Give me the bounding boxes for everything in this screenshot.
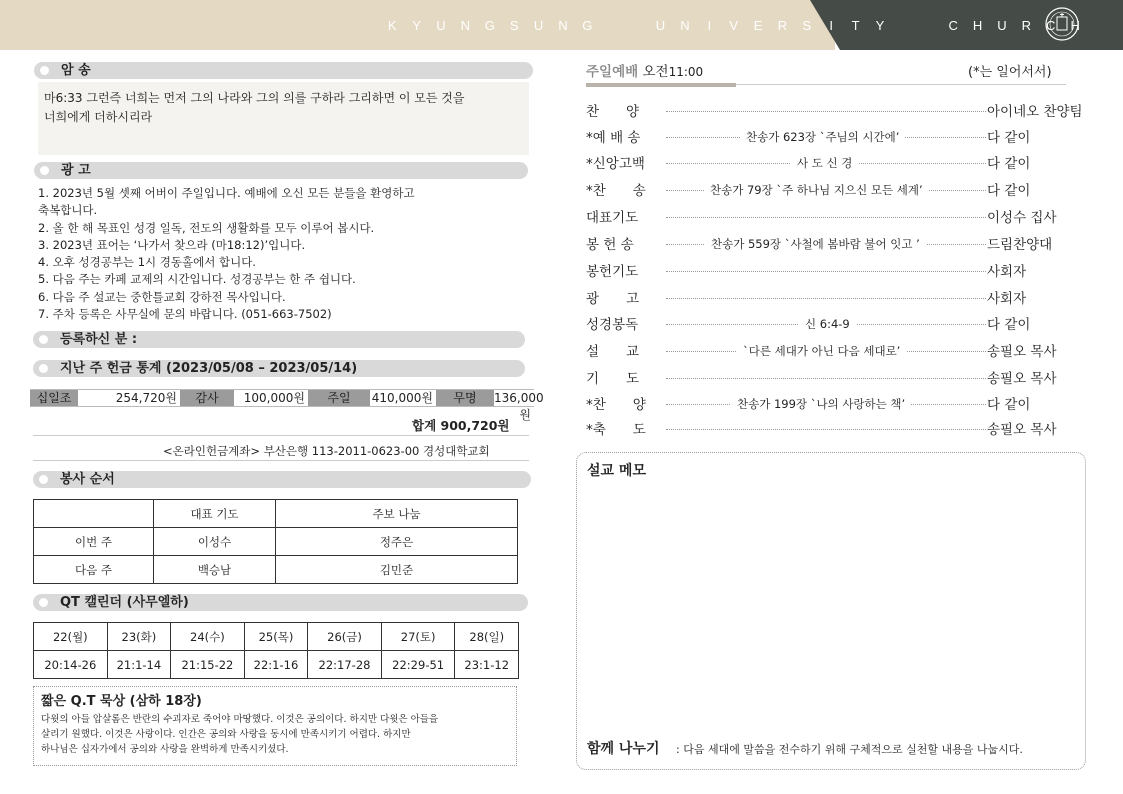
- notice-item: 4. 오후 성경공부는 1시 경동홀에서 합니다.: [38, 255, 256, 270]
- brand-letter: N: [460, 18, 471, 33]
- order-leader: 송필오 목사: [987, 422, 1057, 438]
- order-leader: 송필오 목사: [987, 371, 1057, 387]
- order-detail: 찬송가 79장 `주 하나님 지으신 모든 세계’: [704, 182, 929, 198]
- brand-letter: U: [533, 18, 544, 33]
- notice-list: [38, 185, 528, 323]
- worship-title-main: 주일예배: [586, 64, 639, 80]
- meditation-box: [33, 686, 517, 766]
- leader-dots: [666, 217, 986, 218]
- bullet-icon: [40, 166, 49, 175]
- meditation-line: 하나님은 십자가에서 공의와 사랑을 완벽하게 만족시키셨다.: [41, 744, 289, 755]
- qt-day: 23(화): [107, 623, 170, 651]
- table-cell: 이번 주: [34, 528, 154, 556]
- order-detail: 찬송가 199장 `나의 사랑하는 책’: [731, 396, 911, 412]
- online-offering-account: <온라인헌금계좌> 부산은행 113-2011-0623-00 경성대학교회: [163, 444, 490, 458]
- notice-item: 2. 올 한 해 목표인 성경 일독, 전도의 생활화를 모두 이루어 봅시다.: [38, 220, 375, 235]
- service-title: 봉사 순서: [60, 472, 115, 487]
- offering-value: 136,000원: [494, 391, 544, 422]
- order-label: *축 도: [586, 422, 646, 438]
- worship-order-row: [586, 152, 1106, 174]
- order-label: 설 교: [586, 344, 640, 360]
- worship-order-row: [586, 100, 1106, 122]
- notice-section-header: [34, 162, 528, 179]
- qt-passage: 20:14-26: [34, 651, 108, 679]
- share-title: 함께 나누기: [587, 741, 660, 757]
- order-label: 대표기도: [586, 210, 639, 226]
- brand-letter: Y: [412, 18, 421, 33]
- leader-dots: [666, 429, 986, 430]
- order-label: *예 배 송: [586, 130, 641, 146]
- bullet-icon: [39, 364, 48, 373]
- brand-letter: N: [680, 18, 690, 33]
- order-detail: 찬송가 623장 `주님의 시간에’: [740, 129, 905, 145]
- offering-value: 100,000원: [243, 391, 305, 405]
- offering-value: 254,720원: [115, 391, 177, 405]
- meditation-line: 살리기 원했다. 이것은 사랑이다. 인간은 공의와 사랑을 동시에 만족시키기 어렵다. 하지만: [41, 729, 411, 740]
- order-leader: 다 같이: [987, 130, 1031, 146]
- table-header-cell: 대표 기도: [154, 500, 276, 528]
- memory-title: 암 송: [61, 63, 91, 78]
- order-leader: 아이네오 찬양팀: [987, 104, 1083, 120]
- brand-letter: T: [851, 18, 860, 33]
- brand-letter: G: [484, 18, 495, 33]
- brand-letter: C: [948, 18, 958, 33]
- qt-title: QT 캘린더 (사무엘하): [60, 595, 189, 610]
- order-leader: 다 같이: [987, 317, 1031, 333]
- qt-passage: 21:1-14: [107, 651, 170, 679]
- brand-letter: I: [707, 18, 712, 33]
- table-row: [34, 651, 519, 679]
- worship-order-row: [586, 233, 1106, 255]
- table-header-cell: [34, 500, 154, 528]
- brand-letter: U: [436, 18, 446, 33]
- memory-section-header: [34, 62, 533, 79]
- worship-order-row: [586, 367, 1106, 389]
- offering-title: 지난 주 헌금 통계 (2023/05/08 – 2023/05/14): [60, 361, 358, 376]
- bullet-icon: [39, 335, 48, 344]
- order-label: 봉헌기도: [586, 264, 639, 280]
- offering-label: 주일: [308, 390, 370, 406]
- brand-letter: V: [729, 18, 738, 33]
- order-leader: 다 같이: [987, 183, 1031, 199]
- brand-letter: K: [387, 18, 397, 33]
- leader-dots: [666, 298, 986, 299]
- brand-letter: R: [1021, 18, 1032, 33]
- table-row: [34, 500, 518, 528]
- order-label: *찬 송: [586, 183, 646, 199]
- order-label: 성경봉독: [586, 317, 639, 333]
- qt-passage: 21:15-22: [171, 651, 245, 679]
- title-underline: [586, 83, 736, 87]
- table-row: [34, 528, 518, 556]
- offering-label: 십일조: [30, 390, 78, 406]
- order-label: 광 고: [586, 291, 640, 307]
- table-cell: 정주은: [276, 528, 518, 556]
- leader-dots: [666, 378, 986, 379]
- worship-order-row: [586, 287, 1106, 309]
- table-row: [34, 623, 519, 651]
- worship-order-row: [586, 313, 1106, 335]
- brand-letter: G: [582, 18, 593, 33]
- memory-verse-box: [38, 82, 529, 155]
- notice-item: 7. 주차 등록은 사무실에 문의 바랍니다. (051-663-7502): [38, 307, 332, 322]
- brand-letter: I: [829, 18, 834, 33]
- worship-order-row: [586, 179, 1106, 201]
- order-label: *신앙고백: [586, 156, 645, 172]
- order-label: 기 도: [586, 371, 640, 387]
- divider: [736, 84, 1066, 85]
- memo-title: 설교 메모: [587, 463, 646, 479]
- table-cell: 백승남: [154, 556, 276, 584]
- qt-calendar-table: [33, 622, 519, 679]
- brand-letter: N: [558, 18, 568, 33]
- offering-row: [30, 389, 544, 422]
- order-label: *찬 양: [586, 397, 646, 413]
- qt-day: 22(월): [34, 623, 108, 651]
- standing-note: (*는 일어서서): [968, 65, 1052, 80]
- order-leader: 송필오 목사: [987, 344, 1057, 360]
- brand-letter: E: [753, 18, 763, 33]
- service-table: [33, 499, 518, 584]
- worship-order-row: [586, 126, 1106, 148]
- notice-item: 6. 다음 주 설교는 중한틀교회 강하전 목사입니다.: [38, 289, 286, 304]
- qt-day: 24(수): [171, 623, 245, 651]
- qt-passage: 23:1-12: [455, 651, 519, 679]
- qt-day: 27(토): [381, 623, 455, 651]
- qt-section-header: [33, 594, 528, 611]
- worship-order-row: [586, 340, 1106, 362]
- offering-label: 감사: [180, 390, 234, 406]
- order-detail: `다른 세대가 아닌 다음 세대로’: [737, 343, 906, 359]
- leader-dots: [666, 271, 986, 272]
- brand-letter: Y: [875, 18, 885, 33]
- brand-title: [380, 18, 1080, 34]
- brand-letter: C: [1046, 18, 1056, 33]
- share-text: : 다음 세대에 말씀을 전수하기 위해 구체적으로 실천할 내용을 나눕시다.: [676, 743, 1023, 756]
- service-section-header: [33, 471, 531, 488]
- church-seal-icon: [1044, 6, 1080, 42]
- memory-text-line: 너희에게 더하시리라: [44, 110, 153, 124]
- brand-letter: R: [777, 18, 788, 33]
- table-header-cell: 주보 나눔: [276, 500, 518, 528]
- bullet-icon: [39, 475, 48, 484]
- meditation-title: 짧은 Q.T 묵상 (삼하 18장): [41, 694, 202, 709]
- sermon-memo-box: [576, 452, 1086, 770]
- registered-title: 등록하신 분 :: [60, 332, 138, 347]
- order-leader: 이성수 집사: [987, 210, 1057, 226]
- meditation-line: 다윗의 아들 압살롬은 반란의 수괴자로 죽어야 마땅했다. 이것은 공의이다. 하지만 다윗은 아들을: [41, 714, 439, 725]
- offering-label: 무명: [436, 390, 494, 406]
- order-leader: 사회자: [987, 264, 1027, 280]
- table-cell: 이성수: [154, 528, 276, 556]
- worship-time: 11:00: [668, 65, 704, 79]
- brand-letter: U: [655, 18, 666, 33]
- bullet-icon: [39, 598, 48, 607]
- order-label: 찬 양: [586, 104, 640, 120]
- offering-value: 410,000원: [371, 391, 433, 405]
- qt-passage: 22:29-51: [381, 651, 455, 679]
- order-label: 봉 헌 송: [586, 237, 634, 253]
- table-cell: 다음 주: [34, 556, 154, 584]
- leader-dots: [666, 111, 986, 112]
- brand-letter: S: [802, 18, 812, 33]
- order-leader: 드림찬양대: [987, 237, 1053, 253]
- order-detail: 찬송가 559장 `사철에 봄바람 불어 잇고 ’: [705, 236, 926, 252]
- offering-section-header: [33, 360, 525, 377]
- table-cell: 김민준: [276, 556, 518, 584]
- qt-day: 26(금): [308, 623, 382, 651]
- qt-day: 25(목): [244, 623, 307, 651]
- notice-item: 5. 다음 주는 카페 교제의 시간입니다. 성경공부는 한 주 쉽니다.: [38, 272, 356, 287]
- qt-passage: 22:17-28: [308, 651, 382, 679]
- qt-day: 28(일): [455, 623, 519, 651]
- worship-order-row: [586, 206, 1106, 228]
- offering-total: 합계 900,720원: [412, 418, 510, 433]
- order-detail: 사 도 신 경: [791, 155, 858, 171]
- brand-letter: U: [997, 18, 1007, 33]
- brand-letter: H: [972, 18, 983, 33]
- order-detail: 신 6:4-9: [799, 316, 856, 332]
- order-leader: 사회자: [987, 291, 1027, 307]
- notice-title: 광 고: [61, 163, 91, 178]
- worship-title-sub: 오전: [642, 64, 669, 80]
- notice-item: 축복합니다.: [38, 203, 98, 218]
- worship-order-row: [586, 393, 1106, 415]
- meditation-body: [41, 712, 509, 757]
- notice-item: 3. 2023년 표어는 ‘나가서 찾으라 (마18:12)’입니다.: [38, 237, 306, 252]
- qt-passage: 22:1-16: [244, 651, 307, 679]
- memory-text-line: 마6:33 그런즉 너희는 먼저 그의 나라와 그의 의를 구하라 그리하면 이 모든 것을: [44, 91, 465, 105]
- registered-section-header: [33, 331, 525, 348]
- bullet-icon: [40, 66, 49, 75]
- worship-title: [586, 60, 703, 80]
- brand-letter: S: [509, 18, 519, 33]
- order-leader: 다 같이: [987, 397, 1031, 413]
- worship-order-row: [586, 418, 1106, 440]
- brand-letter: H: [1070, 18, 1080, 33]
- order-leader: 다 같이: [987, 156, 1031, 172]
- worship-order-row: [586, 260, 1106, 282]
- notice-item: 1. 2023년 5월 셋째 어버이 주일입니다. 예배에 오신 모든 분들을 환영하고: [38, 186, 415, 200]
- table-row: [34, 556, 518, 584]
